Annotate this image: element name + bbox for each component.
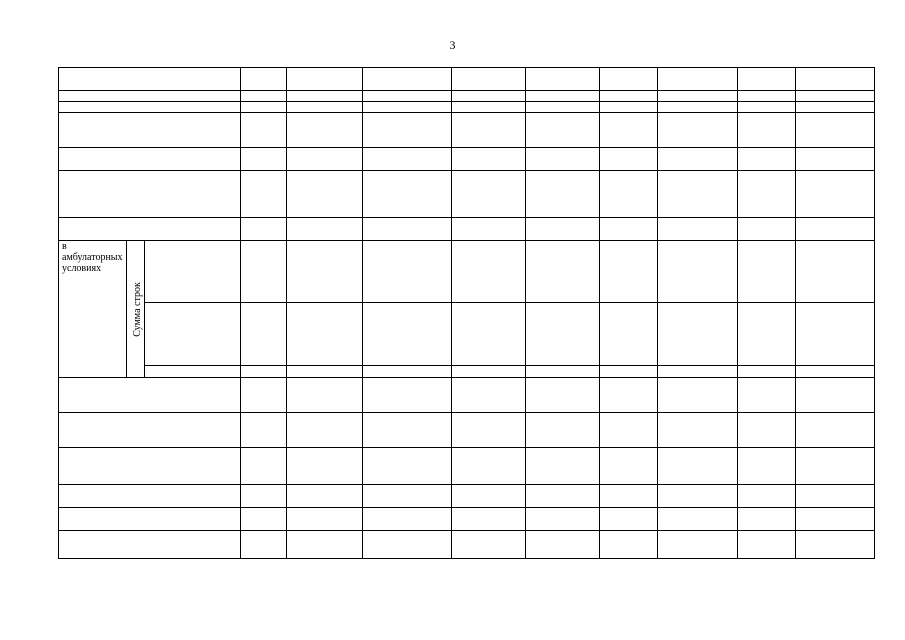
unit-cell <box>287 531 363 559</box>
row-label <box>59 148 241 171</box>
unit-cell <box>287 303 363 365</box>
value-cell <box>526 378 600 413</box>
value-cell <box>658 303 738 365</box>
unit-cell <box>287 148 363 171</box>
value-cell <box>600 485 658 508</box>
value-cell <box>363 241 452 303</box>
unit-cell <box>287 113 363 148</box>
value-cell <box>526 102 600 113</box>
value-cell <box>526 413 600 448</box>
row-number <box>241 303 287 365</box>
value-cell <box>796 378 875 413</box>
value-cell <box>363 485 452 508</box>
value-cell <box>658 171 738 218</box>
value-cell <box>796 91 875 102</box>
value-cell <box>526 508 600 531</box>
row-label <box>59 485 241 508</box>
table-row <box>59 303 875 365</box>
value-cell <box>452 218 526 241</box>
table-row <box>59 68 875 91</box>
value-cell <box>796 241 875 303</box>
value-cell <box>452 171 526 218</box>
value-cell <box>738 485 796 508</box>
value-cell <box>363 68 452 91</box>
value-cell <box>658 365 738 377</box>
value-cell <box>658 113 738 148</box>
table-row <box>59 508 875 531</box>
value-cell <box>363 113 452 148</box>
value-cell <box>452 113 526 148</box>
value-cell <box>658 148 738 171</box>
row-label <box>59 68 241 91</box>
row-number <box>241 485 287 508</box>
row-number <box>241 91 287 102</box>
value-cell <box>452 303 526 365</box>
sum-formula <box>145 303 241 365</box>
value-cell <box>363 171 452 218</box>
row-label <box>59 102 241 113</box>
funding-table <box>58 67 875 559</box>
value-cell <box>796 102 875 113</box>
value-cell <box>363 413 452 448</box>
value-cell <box>738 448 796 485</box>
value-cell <box>363 218 452 241</box>
table-row <box>59 378 875 413</box>
table-row <box>59 448 875 485</box>
value-cell <box>452 508 526 531</box>
value-cell <box>526 171 600 218</box>
row-number <box>241 531 287 559</box>
table-row <box>59 218 875 241</box>
unit-cell <box>287 171 363 218</box>
value-cell <box>738 531 796 559</box>
row-label <box>59 171 241 218</box>
value-cell <box>526 531 600 559</box>
value-cell <box>600 531 658 559</box>
value-cell <box>452 68 526 91</box>
row-label <box>59 241 145 378</box>
value-cell <box>363 102 452 113</box>
value-cell <box>658 102 738 113</box>
value-cell <box>452 378 526 413</box>
value-cell <box>526 148 600 171</box>
value-cell <box>658 508 738 531</box>
row-label <box>59 113 241 148</box>
value-cell <box>658 531 738 559</box>
value-cell <box>658 218 738 241</box>
value-cell <box>452 531 526 559</box>
page-number: 3 <box>449 38 456 52</box>
sum-formula <box>145 365 241 377</box>
value-cell <box>738 241 796 303</box>
value-cell <box>526 68 600 91</box>
unit-cell <box>287 485 363 508</box>
row-number <box>241 113 287 148</box>
row-number <box>241 241 287 303</box>
unit-cell <box>287 508 363 531</box>
value-cell <box>363 448 452 485</box>
value-cell <box>600 365 658 377</box>
value-cell <box>796 148 875 171</box>
value-cell <box>738 365 796 377</box>
row-label <box>59 413 241 448</box>
table-row <box>59 485 875 508</box>
row-number <box>241 68 287 91</box>
value-cell <box>600 113 658 148</box>
value-cell <box>738 171 796 218</box>
row-label <box>59 378 241 413</box>
row-label <box>59 91 241 102</box>
value-cell <box>738 303 796 365</box>
value-cell <box>600 413 658 448</box>
value-cell <box>796 113 875 148</box>
value-cell <box>600 102 658 113</box>
value-cell <box>658 413 738 448</box>
value-cell <box>658 68 738 91</box>
value-cell <box>526 485 600 508</box>
table-row <box>59 365 875 377</box>
value-cell <box>600 91 658 102</box>
row-number <box>241 218 287 241</box>
value-cell <box>363 531 452 559</box>
value-cell <box>363 303 452 365</box>
value-cell <box>600 171 658 218</box>
row-number <box>241 148 287 171</box>
value-cell <box>738 102 796 113</box>
value-cell <box>738 218 796 241</box>
table-row <box>59 531 875 559</box>
row-number <box>241 365 287 377</box>
value-cell <box>452 91 526 102</box>
value-cell <box>796 531 875 559</box>
sum-formula <box>145 241 241 303</box>
value-cell <box>796 485 875 508</box>
unit-cell <box>287 218 363 241</box>
value-cell <box>600 218 658 241</box>
value-cell <box>600 241 658 303</box>
vertical-sum-label: Сумма строк <box>126 241 145 377</box>
unit-cell <box>287 68 363 91</box>
row-number <box>241 378 287 413</box>
row-label <box>59 531 241 559</box>
unit-cell <box>287 378 363 413</box>
value-cell <box>526 113 600 148</box>
value-cell <box>600 303 658 365</box>
value-cell <box>526 91 600 102</box>
value-cell <box>363 365 452 377</box>
value-cell <box>796 68 875 91</box>
unit-cell <box>287 102 363 113</box>
table-row <box>59 91 875 102</box>
value-cell <box>600 378 658 413</box>
value-cell <box>738 508 796 531</box>
value-cell <box>658 241 738 303</box>
value-cell <box>452 241 526 303</box>
value-cell <box>738 378 796 413</box>
unit-cell <box>287 241 363 303</box>
value-cell <box>526 303 600 365</box>
value-cell <box>796 413 875 448</box>
value-cell <box>363 508 452 531</box>
table-row <box>59 148 875 171</box>
value-cell <box>452 413 526 448</box>
value-cell <box>526 241 600 303</box>
value-cell <box>796 218 875 241</box>
value-cell <box>600 508 658 531</box>
table-row <box>59 113 875 148</box>
value-cell <box>738 148 796 171</box>
row-number <box>241 171 287 218</box>
unit-cell <box>287 91 363 102</box>
table-row <box>59 413 875 448</box>
value-cell <box>452 102 526 113</box>
row-label <box>59 508 241 531</box>
row-number <box>241 413 287 448</box>
value-cell <box>452 365 526 377</box>
value-cell <box>796 303 875 365</box>
value-cell <box>658 91 738 102</box>
row-label <box>59 218 241 241</box>
value-cell <box>658 448 738 485</box>
value-cell <box>796 171 875 218</box>
row-number <box>241 508 287 531</box>
value-cell <box>600 148 658 171</box>
table-row <box>59 171 875 218</box>
table-row <box>59 241 875 303</box>
unit-cell <box>287 413 363 448</box>
unit-cell <box>287 448 363 485</box>
row-number <box>241 448 287 485</box>
value-cell <box>363 378 452 413</box>
value-cell <box>600 448 658 485</box>
table-row <box>59 102 875 113</box>
value-cell <box>796 365 875 377</box>
value-cell <box>600 68 658 91</box>
value-cell <box>452 485 526 508</box>
row-label <box>59 448 241 485</box>
value-cell <box>738 413 796 448</box>
value-cell <box>738 91 796 102</box>
unit-cell <box>287 365 363 377</box>
value-cell <box>796 448 875 485</box>
value-cell <box>738 68 796 91</box>
value-cell <box>363 91 452 102</box>
value-cell <box>526 218 600 241</box>
value-cell <box>452 448 526 485</box>
value-cell <box>452 148 526 171</box>
value-cell <box>658 378 738 413</box>
value-cell <box>363 148 452 171</box>
value-cell <box>526 448 600 485</box>
value-cell <box>658 485 738 508</box>
row-number <box>241 102 287 113</box>
value-cell <box>738 113 796 148</box>
value-cell <box>796 508 875 531</box>
amb-label: в амбулаторных условиях <box>62 241 123 274</box>
value-cell <box>526 365 600 377</box>
